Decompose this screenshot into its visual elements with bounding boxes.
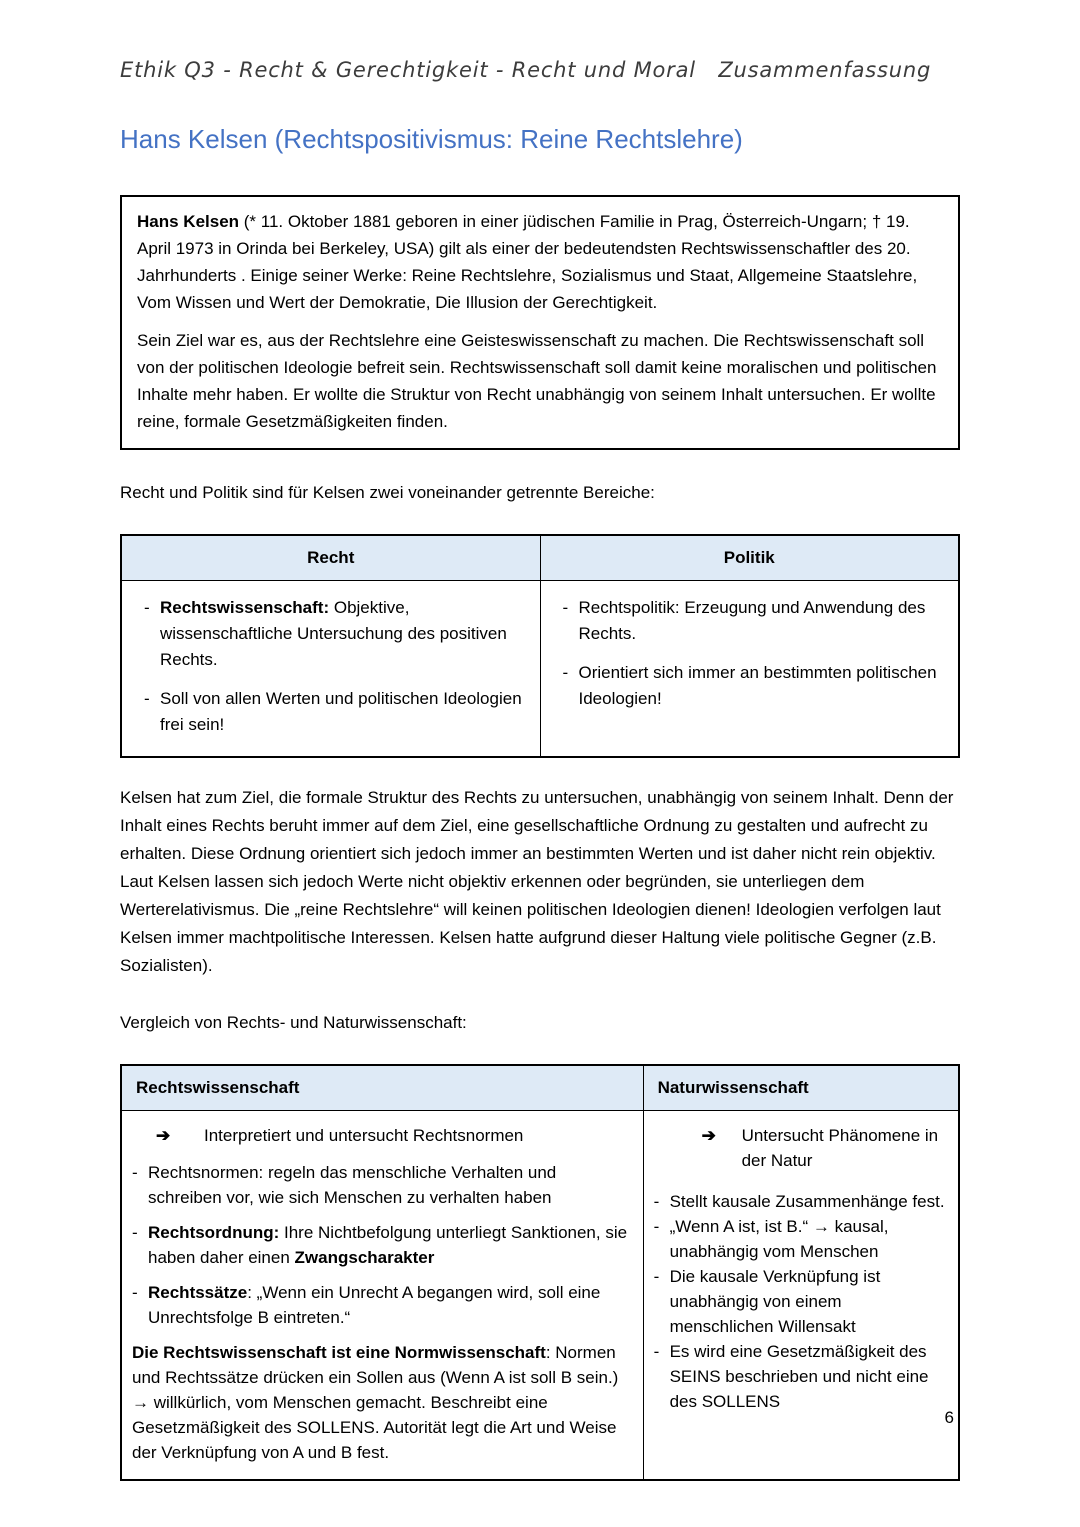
table-body-row	[121, 581, 959, 758]
arrow-bullet-icon: ➔	[156, 1126, 171, 1146]
list-item	[132, 1280, 635, 1330]
course-header: Ethik Q3 - Recht & Gerechtigkeit - Recht und Moral Zusammenfassung	[120, 58, 932, 82]
naturwissenschaft-cell	[643, 1111, 959, 1481]
list-item-text: Stellt kausale Zusammenhänge fest.	[669, 1192, 945, 1212]
biography-box	[120, 195, 960, 450]
dash-bullet: -	[144, 689, 150, 709]
page-title: Hans Kelsen (Rechtspositivismus: Reine Rechtslehre)	[120, 124, 743, 154]
dash-bullet: -	[653, 1342, 660, 1362]
arrow-list-item	[132, 1123, 635, 1148]
list-item	[654, 1189, 950, 1214]
bio-paragraph-2: Sein Ziel war es, aus der Rechtslehre eine Geisteswissenschaft zu machen. Die Rechtswissenschaft soll von der politischen Ideologie befreit sein. Rechtswissenschaft soll damit keine moralischen und politischen Inhalte mehr haben. Er wollte die Struktur von Recht unabhängig von seinem Inhalt untersuchen. Er wollte reine, formale Gesetzmäßigkeiten finden.	[137, 331, 937, 432]
intro-recht-politik: Recht und Politik sind für Kelsen zwei voneinander getrennte Bereiche:	[120, 483, 655, 503]
ziel-paragraph: Kelsen hat zum Ziel, die formale Struktur des Rechts zu untersuchen, unabhängig von seinem Inhalt. Denn der Inhalt eines Rechts beruht immer auf dem Ziel, eine gesellschaftliche Ordnung zu gestalten und aufrecht zu erhalten. Diese Ordnung orientiert sich jedoch immer an bestimmten Werten und ist daher nicht rein objektiv. Laut Kelsen lassen sich jedoch Werte nicht objektiv erkennen oder begründen, sie unterliegen dem Werterelativismus. Die „reine Rechtslehre“ will keinen politischen Ideologien dienen! Ideologien verfolgen laut Kelsen immer machtpolitische Interessen. Kelsen hatte aufgrund dieser Haltung viele politische Gegner (z.B. Sozialisten).	[120, 788, 954, 976]
list-item-text: Orientiert sich immer an bestimmten politischen Ideologien!	[578, 663, 937, 709]
table-header-politik: Politik	[540, 535, 959, 581]
list-item-text: Soll von allen Werten und politischen Ideologien frei sein!	[160, 689, 522, 735]
list-item	[563, 660, 945, 712]
table-header-row	[121, 1065, 959, 1111]
rechtswissenschaft-cell	[121, 1111, 643, 1481]
list-item	[132, 1160, 635, 1210]
list-item	[144, 686, 526, 738]
list-item	[132, 1220, 635, 1270]
normwissenschaft-paragraph: Die Rechtswissenschaft ist eine Normwissenschaft: Normen und Rechtssätze drücken ein Sollen aus (Wenn A ist soll B sein.) → willkürlich, vom Menschen gemacht. Beschreibt eine Gesetzmäßigkeit des SOLLENS. Autorität legt die Art und Weise der Verknüpfung von A und B fest.	[132, 1343, 619, 1463]
dash-bullet: -	[144, 598, 150, 618]
bio-paragraph-1: Hans Kelsen (* 11. Oktober 1881 geboren in einer jüdischen Familie in Prag, Österreich-Ungarn; † 19. April 1973 in Orinda bei Berkeley, USA) gilt als einer der bedeutendsten Rechtswissenschaftler des 20. Jahrhunderts . Einige seiner Werke: Reine Rechtslehre, Sozialismus und Staat, Allgemeine Staatslehre, Vom Wissen und Wert der Demokratie, Die Illusion der Gerechtigkeit.	[137, 212, 918, 313]
recht-cell	[121, 581, 540, 758]
intro-vergleich: Vergleich von Rechts- und Naturwissenschaft:	[120, 1013, 467, 1033]
dash-bullet: -	[562, 598, 569, 618]
dash-bullet: -	[132, 1163, 138, 1183]
arrow-list-item	[654, 1123, 950, 1173]
recht-politik-table	[120, 534, 960, 758]
list-item-text: Untersucht Phänomene in der Natur	[741, 1126, 939, 1171]
page-number: 6	[944, 1408, 954, 1427]
table-header-recht: Recht	[121, 535, 540, 581]
list-item-text: Interpretiert und untersucht Rechtsnormen	[204, 1126, 524, 1146]
table-body-row	[121, 1111, 959, 1481]
table-header-naturwissenschaft: Naturwissenschaft	[643, 1065, 959, 1111]
table-header-row	[121, 535, 959, 581]
list-item	[654, 1339, 950, 1414]
dash-bullet: -	[653, 1217, 660, 1237]
list-item-text: „Wenn A ist, ist B.“ → kausal, unabhängig vom Menschen	[669, 1217, 889, 1262]
list-item	[654, 1264, 950, 1339]
dash-bullet: -	[132, 1283, 138, 1303]
table-header-rechtswissenschaft: Rechtswissenschaft	[121, 1065, 643, 1111]
arrow-bullet-icon: ➔	[701, 1126, 716, 1146]
politik-cell	[540, 581, 959, 758]
list-item	[654, 1214, 950, 1264]
list-item-text: Rechtswissenschaft: Objektive, wissenschaftliche Untersuchung des positiven Rechts.	[160, 598, 507, 670]
dash-bullet: -	[132, 1223, 138, 1243]
dash-bullet: -	[653, 1192, 660, 1212]
vergleich-table	[120, 1064, 960, 1481]
dash-bullet: -	[653, 1267, 660, 1287]
list-item	[563, 595, 945, 647]
list-item-text: Die kausale Verknüpfung ist unabhängig von einem menschlichen Willensakt	[669, 1267, 881, 1337]
dash-bullet: -	[562, 663, 569, 683]
list-item-text: Rechtspolitik: Erzeugung und Anwendung des Rechts.	[578, 598, 926, 644]
list-item-text: Rechtssätze: „Wenn ein Unrecht A begangen wird, soll eine Unrechtsfolge B eintreten.“	[148, 1283, 601, 1328]
page-content	[120, 0, 960, 1481]
list-item-text: Rechtsnormen: regeln das menschliche Verhalten und schreiben vor, wie sich Menschen zu verhalten haben	[148, 1163, 557, 1208]
list-item-text: Rechtsordnung: Ihre Nichtbefolgung unterliegt Sanktionen, sie haben daher einen Zwangscharakter	[148, 1223, 628, 1268]
list-item	[144, 595, 526, 673]
list-item-text: Es wird eine Gesetzmäßigkeit des SEINS beschrieben und nicht eine des SOLLENS	[669, 1342, 929, 1412]
